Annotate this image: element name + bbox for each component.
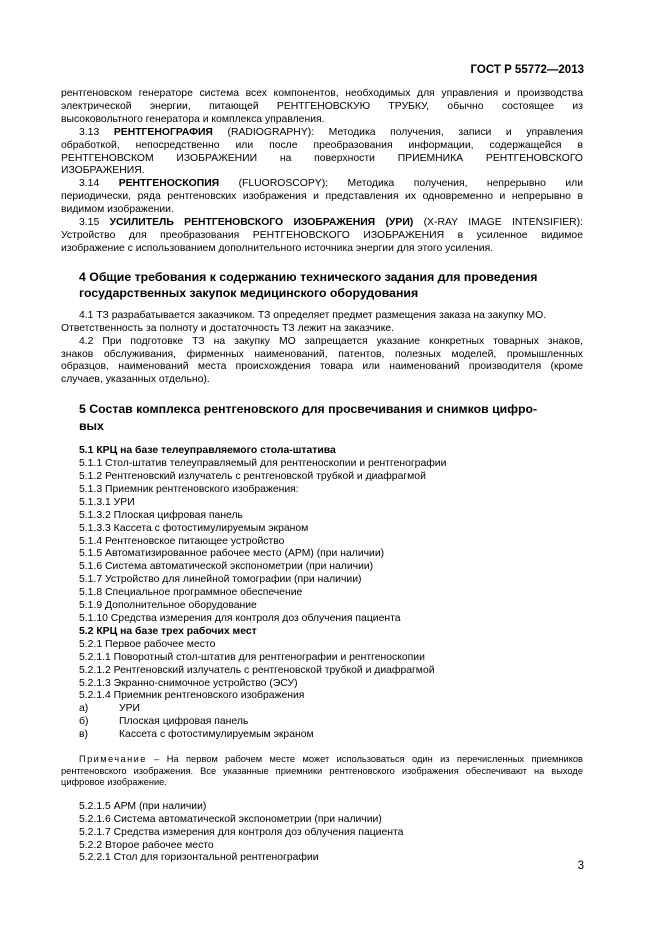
item-text: Плоская цифровая панель — [113, 509, 243, 521]
item-number: 5.2.1.6 — [79, 813, 111, 825]
paragraph-line: знаков обслуживания, фирменных наименований, патентов, полезных моделей, промышленных — [61, 348, 583, 360]
list-item — [79, 814, 583, 827]
item-text: Стол для горизонтальной рентгенографии — [113, 852, 319, 864]
item-number: 5.1.3.3 — [79, 522, 111, 534]
item-number: 5.2.1.3 — [79, 677, 111, 689]
sub-item — [79, 716, 583, 729]
item-text: Второе рабочее место — [105, 839, 214, 851]
item-text: Рентгеновское питающее устройство — [105, 535, 285, 547]
item-text: УРИ — [113, 496, 135, 508]
term-line: периодически, ряда рентгеновских изображения и представления их одновременно и непрерывно в — [61, 191, 583, 203]
item-text: Стол-штатив телеуправляемый для рентгеноскопии и рентгенографии — [105, 458, 447, 470]
list-item — [79, 587, 583, 600]
paragraph-line: Ответственность за полноту и достаточность ТЗ лежит на заказчике. — [61, 322, 395, 334]
item-number: 5.2 — [79, 625, 94, 637]
list-item — [79, 678, 583, 691]
list-item — [79, 652, 583, 665]
list-item — [79, 600, 583, 613]
term-line: Устройство для преобразования РЕНТГЕНОВСКОГО ИЗОБРАЖЕНИЯ в усиленное видимое — [61, 229, 583, 241]
item-number: 5.1.5 — [79, 548, 103, 560]
item-text: Средства измерения для контроля доз облучения пациента — [110, 613, 401, 624]
item-number: 5.2.2.1 — [79, 852, 111, 864]
item-text: Средства измерения для контроля доз облучения пациента — [113, 826, 404, 838]
item-text: Специальное программное обеспечение — [105, 587, 303, 599]
term-line: обработкой, непосредственно или после преобразования информации, содержащейся в — [61, 139, 583, 151]
section-5-heading: 5 Состав комплекса рентгеновского для просвечивания и снимков цифро- вых — [79, 402, 538, 433]
item-text: Рентгеновский излучатель с рентгеновской трубкой и диафрагмой — [105, 471, 426, 483]
term-line: ИЗОБРАЖЕНИЯ. — [61, 165, 145, 177]
intro-line: электрической энергии, питающей РЕНТГЕНОВСКУЮ ТРУБКУ, обычно состоящее из — [61, 100, 583, 112]
term-name: УСИЛИТЕЛЬ РЕНТГЕНОВСКОГО ИЗОБРАЖЕНИЯ (УРИ) — [109, 217, 414, 229]
term-name: РЕНТГЕНОСКОПИЯ — [118, 178, 220, 190]
item-text: Рентгеновский излучатель с рентгеновской трубкой и диафрагмой — [113, 664, 435, 676]
term-line: видимом изображении. — [61, 204, 174, 216]
sub-item-marker: б) — [79, 716, 89, 728]
item-number: 5.2.1.4 — [79, 690, 111, 702]
intro-line: высоковольтного генератора и комплекса управления. — [61, 113, 325, 125]
sub-item — [79, 729, 583, 742]
list-item — [79, 852, 583, 865]
item-number: 5.2.1 — [79, 638, 103, 650]
item-text: Система автоматической экспонометрии (при наличии) — [105, 561, 374, 573]
item-number: 5.2.1.2 — [79, 664, 111, 676]
list-item — [79, 536, 583, 549]
item-number: 5.1.10 — [79, 613, 108, 624]
item-text: Кассета с фотостимулируемым экраном — [113, 522, 309, 534]
sub-item-text: УРИ — [119, 703, 140, 715]
item-number: 5.2.2 — [79, 839, 103, 851]
item-number: 5.2.1.7 — [79, 826, 111, 838]
list-item — [79, 484, 583, 497]
list-item — [79, 665, 583, 678]
sub-item-marker: а) — [79, 703, 89, 715]
item-number: 5.2.1.1 — [79, 651, 111, 663]
note-line: цифровое изображение. — [61, 777, 167, 788]
list-item — [79, 548, 583, 561]
item-number: 5.1.6 — [79, 561, 103, 573]
sub-item-marker: в) — [79, 729, 88, 741]
page-number: 3 — [577, 860, 584, 872]
receiver-sublist — [61, 703, 583, 742]
term-line: РЕНТГЕНОВСКОМ ИЗОБРАЖЕНИИ на поверхности ПРИЕМНИКА РЕНТГЕНОВСКОГО — [61, 152, 583, 164]
page-content — [61, 88, 583, 865]
note-line: рентгеновского изображения. Все указанные приемники рентгеновского изображения обеспечивают на выходе — [61, 765, 583, 776]
item-text: Устройство для линейной томографии (при наличии) — [105, 574, 362, 586]
list-item — [79, 639, 583, 652]
term-paragraph: 3.13 РЕНТГЕНОГРАФИЯ (RADIOGRAPHY): Методика получения, записи и управления — [79, 126, 583, 138]
item-text: КРЦ на базе телеуправляемого стола-штатива — [96, 445, 336, 457]
item-number: 5.1.8 — [79, 587, 103, 599]
item-text: Приемник рентгеновского изображения: — [105, 483, 299, 495]
term-paragraph: 3.14 РЕНТГЕНОСКОПИЯ (FLUOROSCOPY): Методика получения, непрерывно или — [79, 178, 584, 190]
item-number: 5.2.1.5 — [79, 800, 111, 812]
note — [61, 754, 583, 789]
note-line: Примечание – На первом рабочем месте может использоваться один из перечисленных приемников — [79, 754, 583, 765]
sub-item — [79, 703, 583, 716]
item-text: Автоматизированное рабочее место (АРМ) (при наличии) — [105, 548, 385, 560]
note-label: Примечание — [79, 754, 147, 765]
paragraph-line: 4.2 При подготовке ТЗ на закупку МО запрещается указание конкретных товарных знаков, — [79, 335, 583, 347]
list-item — [79, 574, 583, 587]
standard-header: ГОСТ Р 55772—2013 — [470, 64, 584, 76]
item-number: 5.1.9 — [79, 600, 103, 612]
list-item — [79, 801, 583, 814]
item-number: 5.1.7 — [79, 574, 103, 586]
sub-item-text: Кассета с фотостимулируемым экраном — [119, 729, 314, 741]
list-item — [79, 561, 583, 574]
item-number: 5.1.3.2 — [79, 509, 111, 521]
list-item — [79, 626, 583, 639]
section-5-list — [61, 445, 583, 703]
list-item — [79, 523, 583, 536]
term-paragraph: 3.15 УСИЛИТЕЛЬ РЕНТГЕНОВСКОГО ИЗОБРАЖЕНИЯ (УРИ) (X-RAY IMAGE INTENSIFIER): — [79, 217, 584, 229]
sub-item-text: Плоская цифровая панель — [119, 716, 249, 728]
item-number: 5.1.3.1 — [79, 496, 111, 508]
item-text: Дополнительное оборудование — [105, 600, 257, 612]
paragraph-line: случаев, указанных отдельно). — [61, 374, 210, 386]
list-item — [79, 613, 583, 626]
list-item — [79, 690, 583, 703]
item-number: 5.1 — [79, 445, 94, 457]
intro-line: рентгеновском генераторе система всех компонентов, необходимых для управления и производства — [61, 88, 583, 99]
list-item — [79, 827, 583, 840]
list-item — [79, 445, 583, 458]
list-item — [79, 497, 583, 510]
item-number: 5.1.1 — [79, 458, 103, 470]
list-item — [79, 458, 583, 471]
section-4-heading: 4 Общие требования к содержанию технического задания для проведения государственных закупок медицинского оборудования — [79, 269, 538, 301]
list-item — [79, 471, 583, 484]
list-item — [79, 840, 583, 853]
item-number: 5.1.4 — [79, 535, 103, 547]
item-number: 5.1.3 — [79, 483, 103, 495]
item-number: 5.1.2 — [79, 471, 103, 483]
paragraph-line: образцов, наименований места происхождения товара или наименований производителя (кроме — [61, 361, 583, 373]
term-name: РЕНТГЕНОГРАФИЯ — [113, 126, 213, 138]
section-4-body — [61, 310, 583, 387]
item-text: Поворотный стол-штатив для рентгенографии и рентгеноскопии — [113, 651, 425, 663]
item-text: Экранно-снимочное устройство (ЭСУ) — [113, 677, 298, 689]
item-text: Первое рабочее место — [105, 638, 216, 650]
item-text: Приемник рентгеновского изображения — [113, 690, 305, 702]
item-text: АРМ (при наличии) — [113, 800, 207, 812]
item-text: КРЦ на базе трех рабочих мест — [96, 625, 257, 637]
item-text: Система автоматической экспонометрии (при наличии) — [113, 813, 382, 825]
term-line: изображение с использованием дополнительного источника энергии для этого усиления. — [61, 242, 494, 254]
section-5-list-continued — [61, 801, 583, 866]
list-item — [79, 510, 583, 523]
paragraph-line: 4.1 ТЗ разрабатывается заказчиком. ТЗ определяет предмет размещения заказа на закупку МО. — [79, 309, 547, 321]
